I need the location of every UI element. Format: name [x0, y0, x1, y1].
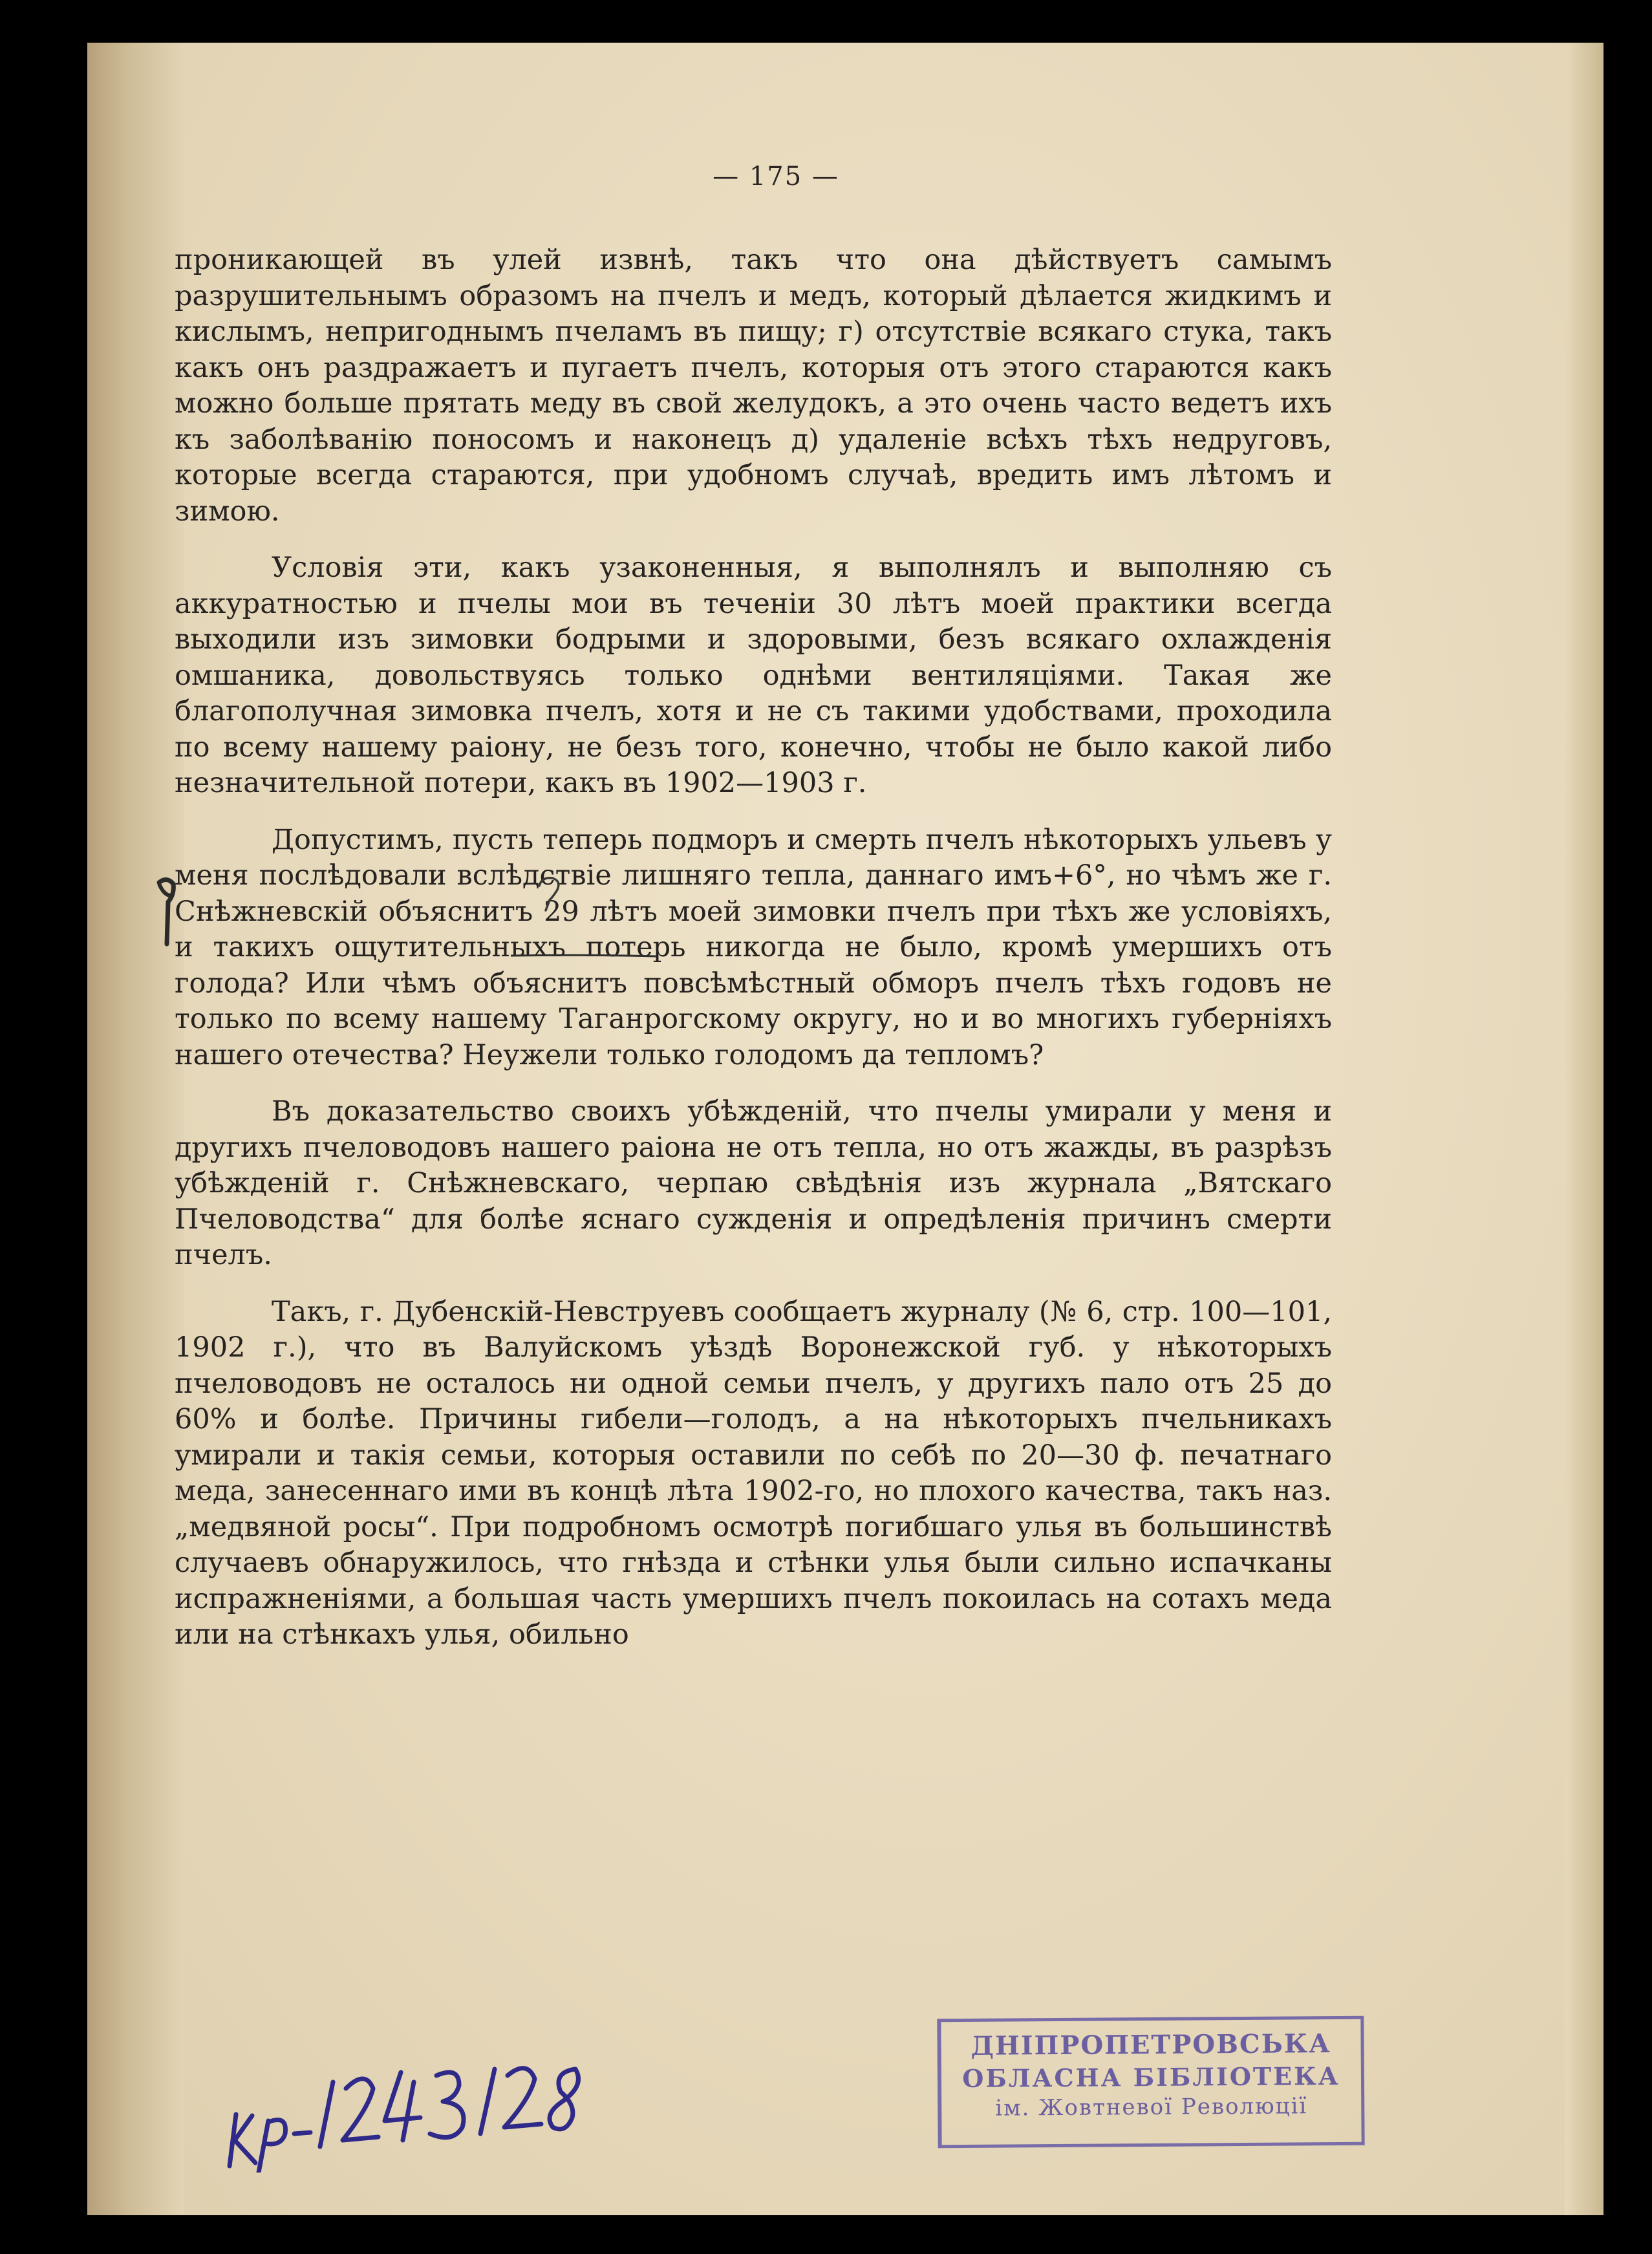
- library-stamp: [937, 2016, 1364, 2149]
- paragraph-5: Такъ, г. Дубенскій-Невструевъ сообщаетъ журналу (№ 6, стр. 100—101, 1902 г.), что въ Валуйскомъ уѣздѣ Воронежской губ. у нѣкоторыхъ пчеловодовъ не осталось ни одной семьи пчелъ, у другихъ пало отъ 25 до 60% и болѣе. Причины гибели—голодъ, а на нѣкоторыхъ пчельникахъ умирали и такія семьи, которыя оставили по себѣ по 20—30 ф. печатнаго меда, занесеннаго ими въ концѣ лѣта 1902-го, но плохого качества, такъ наз. „медвяной росы“. При подробномъ осмотрѣ погибшаго улья въ большинствѣ случаевъ обнаружилось, что гнѣзда и стѣнки улья были сильно испачканы испражненіями, а большая часть умершихъ пчелъ покоилась на сотахъ меда или на стѣнкахъ улья, обильно: [175, 1295, 1332, 1651]
- stamp-line-1: ДНІПРОПЕТРОВСЬКА: [971, 2028, 1331, 2061]
- body-text: [175, 242, 1332, 1674]
- page-spine-shadow: [87, 43, 184, 2215]
- pencil-underline-mark: [511, 954, 656, 958]
- paragraph-4: Въ доказательство своихъ убѣжденій, что пчелы умирали у меня и другихъ пчеловодовъ нашего раіона не отъ тепла, но отъ жажды, въ разрѣзъ убѣжденій г. Снѣжневскаго, черпаю свѣдѣнія изъ журнала „Вятскаго Пчеловодства“ для болѣе яснаго сужденія и опредѣленія причинъ смерти пчелъ.: [175, 1095, 1332, 1271]
- pencil-question-mark-icon: [530, 874, 569, 913]
- page-number: — 175 —: [713, 162, 839, 191]
- paragraph-2: Условія эти, какъ узаконенныя, я выполнялъ и выполняю съ аккуратностью и пчелы мои въ теченіи 30 лѣтъ моей практики всегда выходили изъ зимовки бодрыми и здоровыми, безъ всякаго охлажденія омшаника, довольствуясь только однѣми вентиляціями. Такая же благополучная зимовка пчелъ, хотя и не съ такими удобствами, проходила по всему нашему раіону, не безъ того, конечно, чтобы не было какой либо незначительной потери, какъ въ 1902—1903 г.: [175, 552, 1332, 799]
- paragraph-1: проникающей въ улей извнѣ, такъ что она дѣйствуетъ самымъ разрушительнымъ образомъ на пчелъ и медъ, который дѣлается жидкимъ и кислымъ, непригоднымъ пчеламъ въ пищу; г) отсутствіе всякаго стука, такъ какъ онъ раздражаетъ и пугаетъ пчелъ, которыя отъ этого стараются какъ можно больше прятать меду въ свой желудокъ, а это очень часто ведетъ ихъ къ заболѣванію поносомъ и наконецъ д) удаленіе всѣхъ тѣхъ недруговъ, которые всегда стараются, при удобномъ случаѣ, вредить имъ лѣтомъ и зимою.: [175, 244, 1332, 528]
- pencil-margin-mark-icon: [154, 876, 180, 947]
- stamp-line-3: ім. Жовтневої Революції: [995, 2093, 1308, 2121]
- page-edge-shadow: [1565, 43, 1604, 2215]
- handwritten-inventory-number: [223, 2043, 663, 2173]
- stamp-line-2: ОБЛАСНА БІБЛІОТЕКА: [962, 2061, 1340, 2094]
- paragraph-3: Допустимъ, пусть теперь подморъ и смерть пчелъ нѣкоторыхъ ульевъ у меня послѣдовали вслѣдствіе лишняго тепла, даннаго имъ+6°, но чѣмъ же г. Снѣжневскій объяснитъ 29 лѣтъ моей зимовки пчелъ при тѣхъ же условіяхъ, и такихъ ощутительныхъ потерь никогда не было, кромѣ умершихъ отъ голода? Или чѣмъ объяснитъ повсѣмѣстный обморъ пчелъ тѣхъ годовъ не только по всему нашему Таганрогскому округу, но и во многихъ губерніяхъ нашего отечества? Неужели только голодомъ да тепломъ?: [175, 823, 1332, 1071]
